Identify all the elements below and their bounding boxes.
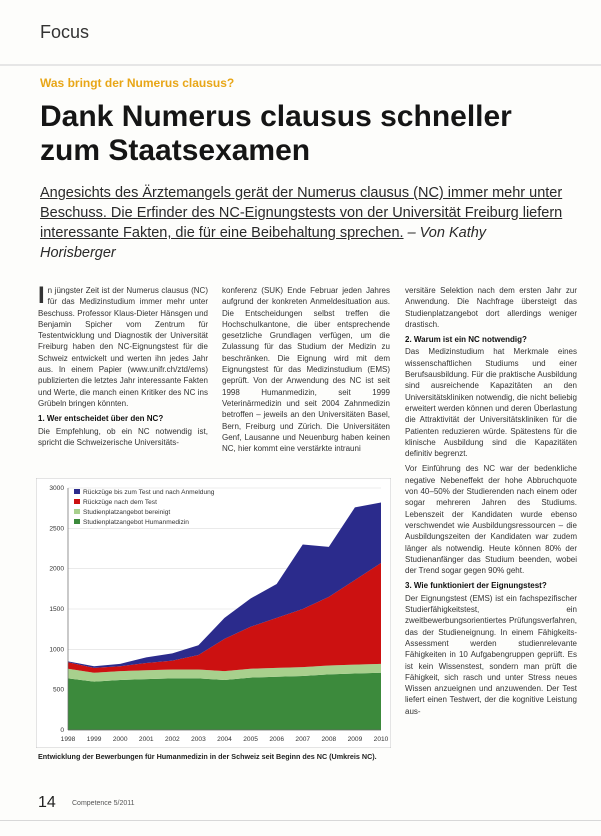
x-tick-label: 2009 [347,736,363,743]
page-number: 14 [38,794,56,811]
column-2 [222,285,390,458]
x-tick-label: 2002 [164,736,180,743]
applications-chart [36,478,391,748]
x-tick-label: 1998 [60,736,76,743]
legend-label: Studienplatzangebot Humanmedizin [83,519,189,526]
lead-paragraph [40,183,565,263]
legend-label: Rückzüge bis zum Test und nach Anmeldung [83,489,215,496]
y-tick-label: 2500 [49,525,64,533]
column-1 [38,282,208,452]
legend-swatch [74,489,80,494]
y-tick-label: 0 [60,727,64,734]
x-tick-label: 1999 [86,736,102,743]
col2-paragraph-1: konferenz (SUK) Ende Februar jeden Jahres aufgrund der konkreten Anmeldesituation aus. Die Entscheidungen selbst treffen die Hochschulkantone, die über entsprechende gesetzliche Grundlagen verfügen, um die Zulassung für das Studium der Medizin zu beschränken. Die Eignung wird mit dem Eignungstest für das Medizinstudium (EMS) geprüft. Von der Anwendung des NC ist seit 1998 Humanmedizin, seit 1999 Veterinärmedizin und seit 2004 Zahnmedizin betroffen – jeweils an den Universitäten Basel, Bern, Freiburg und Zürich. Die Universitäten Genf, Lausanne und Neuenburg haben keinen NC, hier kommt eine verstärkte intrauni [222,286,390,454]
x-tick-label: 2001 [138,736,154,743]
legend-label: Rückzüge nach dem Test [83,499,157,506]
legend-label: Studienplatzangebot bereinigt [83,509,171,516]
lead-author: – Von Kathy Horisberger [40,225,487,261]
footer-text: Competence 5/2011 [72,800,135,807]
header-divider [0,64,601,66]
kicker: Was bringt der Numerus clausus? [40,76,235,90]
col3-paragraph-3: Vor Einführung des NC war der bedenkliche negative Nebeneffekt der hohe Abbruchquote von 40–50% der Studierenden nach einem oder sogar mehreren Jahren des Studiums. Lebenszeit der Kandidaten wurde ebenso verschwendet wie Ausbildungsressourcen – die Ausbildungszeiten der Kandidaten war zudem länger als notwendig. Heute können 80% der Studienanfänger das Studium beenden, wobei der Trend sogar gegen 90% geht. [405,464,577,576]
x-tick-label: 2000 [112,736,128,743]
col3-paragraph-4: Der Eignungstest (EMS) ist ein fachspezifischer Studierfähigkeitstest, ein zweitbewerbungsorientiertes Prüfungsverfahren, das der Studieneignung. In einem Fähigkeits-Assessment werden studienrelevante Fähigkeiten in 10 Aufgabengruppen geprüft. Es ist kein Wissenstest, sondern man prüft die Fähigkeit, sich rasch und unter Stress neues Wissen anzueignen und anzuwenden. Der Test liefert einen Testwert, der die kognitive Leistung aus- [405,593,577,716]
col3-paragraph-1: versitäre Selektion nach dem ersten Jahr zur Anwendung. Die Nachfrage übersteigt das Studienplatzangebot dort allerdings weniger drastisch. [405,286,577,329]
x-tick-label: 2006 [269,736,285,743]
x-tick-label: 2008 [321,736,337,743]
col1-text-1: n jüngster Zeit ist der Numerus clausus (NC) für das Medizinstudium immer mehr unter Beschuss. Professor Klaus-Dieter Hänsgen und Benjamin Spicher vom Zentrum für Testentwicklung und Diagnostik der Universität Freiburg haben den NC-Eignungstest für die Schweiz entwickelt und werten ihn jedes Jahr aus. In einem Papier (www.unifr.ch/ztd/ems) publizierten die letztes Jahr interessante Fakten und Werte, die manch einen Kritiker des NC ins Grübeln bringen könnten. [38,286,208,408]
x-tick-label: 2010 [373,736,389,743]
x-tick-label: 2005 [243,736,258,743]
column-3 [405,285,577,785]
col3-heading-2: 2. Warum ist ein NC notwendig? [405,335,527,345]
x-tick-label: 2003 [191,736,206,743]
article-title: Dank Numerus clausus schneller zum Staatsexamen [40,100,512,167]
col1-paragraph-2: Die Empfehlung, ob ein NC notwendig ist, spricht die Schweizerische Universitäts- [38,426,208,447]
section-label: Focus [40,22,90,42]
col3-heading-3: 3. Wie funktioniert der Eignungstest? [405,581,547,591]
x-tick-label: 2007 [295,736,311,743]
y-tick-label: 1500 [49,606,64,613]
x-tick-label: 2004 [217,736,232,743]
y-tick-label: 1000 [49,646,64,654]
lead-text: Angesichts des Ärztemangels gerät der Numerus clausus (NC) immer mehr unter Beschuss. Die Erfinder des NC-Eignungstests von der Universität Freiburg liefern interessante Fakten, die für eine Beibehaltung sprechen. [40,185,563,241]
legend-swatch [74,509,80,514]
y-tick-label: 3000 [49,485,64,492]
y-tick-label: 500 [52,686,64,694]
footer-divider [0,820,601,821]
col1-paragraph-1 [38,282,208,409]
col3-paragraph-2: Das Medizinstudium hat Merkmale eines wissenschaftlichen Studiums und einer Berufsausbildung. Für die praktische Ausbildung sind ausreichende Kapazitäten an den Universitätskliniken notwendig, die nicht beliebig erweitert werden können und deren Überlastung die Attraktivität der Universitätskliniken für die Patienten reduzieren würde. Spätestens für die klinische Ausbildung sind die Kapazitäten definitiv begrenzt. [405,347,577,459]
chart-caption: Entwicklung der Bewerbungen für Humanmedizin in der Schweiz seit Beginn des NC (Umkreis NC). [38,752,377,761]
col1-heading-1: 1. Wer entscheidet über den NC? [38,414,164,424]
series-area-1 [68,673,381,730]
y-tick-label: 2000 [49,565,64,573]
legend-swatch [74,519,80,524]
drop-cap: I [38,282,45,309]
legend-swatch [74,499,80,504]
